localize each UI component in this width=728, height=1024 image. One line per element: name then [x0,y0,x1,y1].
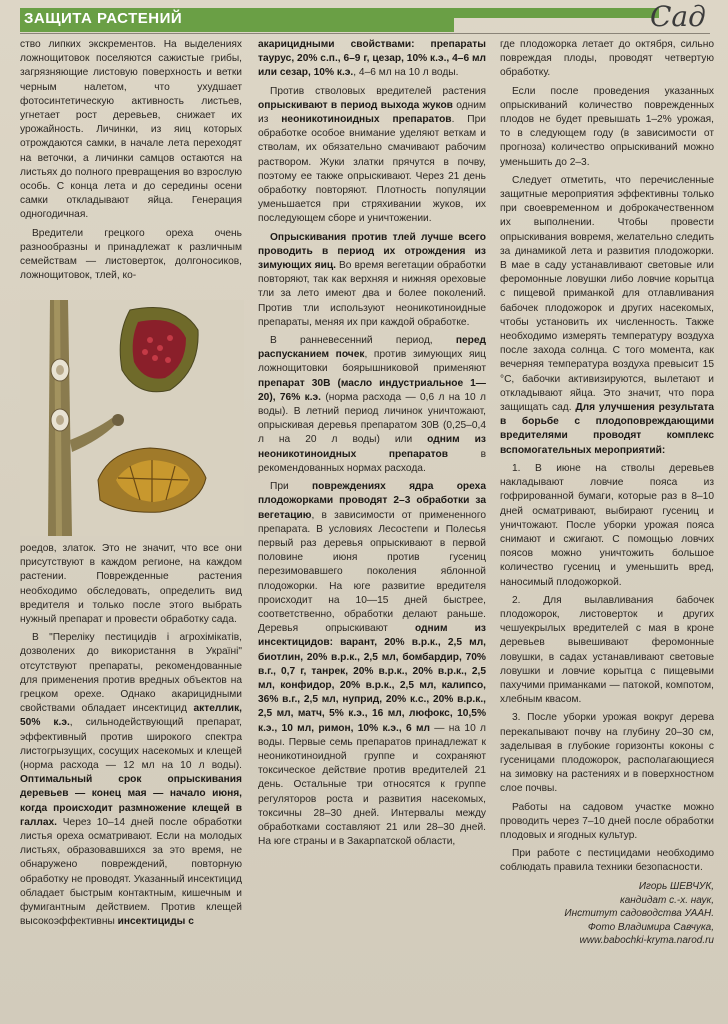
section-title: ЗАЩИТА РАСТЕНИЙ [24,10,183,27]
paragraph: Следует отметить, что перечисленные защитные мероприятия эффективны только при своевременном и доброкачественном их выполнении. Чтобы провести опрыскивания вовремя, желательно следить за динамикой лета и развития плодожорки. В мае в саду устанавливают световые или феромонные ловушки либо ловчие корытца с пищевой приманкой для отлавливания бабочек плодожорок и других насекомых, чтобы установить их численность. Также необходимо измерять температуру воздуха после захода солнца. С того момента, как вечерняя температура воздуха превысит 15 °С, бабочки активизируются, вылетают и откладывают яйца. Это значит, что пора защищать сад. Для улучшения результата в борьбе с плодоповреждающими вредителями проводят комплекс вспомогательных мероприятий: [500,174,714,456]
paragraph: В "Переліку пестицидів і агрохімікатів, дозволених до використання в Україні" отсутствуют препараты, рекомендованные для применения против вредных объектов на грецком орехе. Однако акарицидными свойствами обладает инсектицид актеллик, 50% к.э., сильнодействующий препарат, эффективный против широкого спектра листогрызущих, сосущих насекомых и клещей (норма расхода — 12 мл на 10 л воды). Оптимальный срок опрыскивания деревьев — конец мая — начало июня, когда происходит размножение клещей в галлах. Через 10–14 дней после обработки листья ореха осматривают. Если на молодых листьях, образовавшихся за это время, не обнаружено повреждений, повторную обработку не проводят. Указанный инсектицид обладает быстрым контактным, кишечным и фумигантным действием. Против клещей высокоэффективны инсектициды с [20,632,242,928]
paragraph: акарицидными свойствами: препараты таурус, 20% с.п., 6–9 г, цезар, 10% к.э., 4–6 мл или сезар, 10% к.э., 4–6 мл на 10 л воды. [258,39,486,79]
paragraph: роедов, златок. Это не значит, что все они присутствуют в каждом регионе, на каждом растении. Поврежденные растения необходимо обследовать, определить вид вредителя и только после этого выбрать нужный препарат и провести обработку сада. [20,543,242,626]
author-organization: Институт садоводства УААН. [564,908,714,919]
photo-credit: Фото Владимира Савчука, [587,921,714,933]
paragraph: 3. После уборки урожая вокруг дерева перекапывают почву на глубину 20–30 см, заделывая в глубокие горизонты коконы с гусеницами плодожорок, располагающиеся на зимовку на растениях и в поверхностном слое почвы. [500,712,714,795]
magazine-logo: Сад [650,0,706,33]
paragraph: При работе с пестицидами необходимо соблюдать правила техники безопасности. [500,848,714,874]
paragraph: Против стволовых вредителей растения опрыскивают в период выхода жуков одним из неоникотиноидных препаратов. При обработке особое внимание уделяют веткам и стволам, их обязательно смачивают рабочим раствором. Жуки златки прячутся в почву, поэтому ее также опрыскивают. Через 21 день обработку повторяют. Плотность популяции уменьшается при стряхивании жуков, их последующем сборе и уничтожении. [258,85,486,225]
header-band-right [454,8,659,18]
paragraph: При повреждениях ядра ореха плодожорками проводят 2–3 обработки за вегетацию, в зависимости от примененного препарата. В условиях Лесостепи и Полесья первый раз деревья опрыскивают в первой половине июня против гусениц перезимовавшего поколения яблонной плодожорки. На юге развитие вредителя происходит на 10—15 дней быстрее, соответственно, обработки делают раньше. Деревья опрыскивают одним из инсектицидов: варант, 20% в.р.к., 2,5 мл, биотлин, 20% в.р.к., 2,5 мл, бомбардир, 70% в.г., 0,7 г, танрек, 20% в.р.к., 20% в.р.к., 2,5 мл, конфидор, 20% в.р.к., 2,5 мл, калипсо, 36% в.г., 2,5 мл, нуприд, 20% к.с., 20% в.р.к., 2,5 мл, матч, 5% к.э., 16 мл, люфокс, 10,5% к.э., 10 мл, римон, 10% к.э., 6 мл — на 10 л воды. Первые семь препаратов принадлежат к неоникотиноидной группе и сохраняют токсическое действие против вредителей 21 день. Остальные три относятся к группе регуляторов роста и развития насекомых, токсичны 28–30 дней. Интервалы между обработками составляют 21 или 28–30 дней. На юге страны и в Закарпатской области, [258,481,487,848]
paragraph: Если после проведения указанных опрыскиваний количество поврежденных плодов не будет превышать 1–2% урожая, то в следующем году (в зависимости от прогноза) количество опрыскиваний можно уменьшить до 2–3. [500,85,714,168]
paragraph: где плодожорка летает до октября, сильно повреждая плоды, проводят четвертую обработку. [500,39,714,79]
paragraph: Вредители грецкого ореха очень разнообразны и принадлежат к различным семействам — листоверток, долгоносиков, ложнощитовок, тлей, ко- [20,227,242,282]
author-name: Игорь ШЕВЧУК, [638,881,714,892]
walnut-pest-illustration [20,300,244,536]
column-1-bottom [20,542,242,933]
source-url: www.babochki-kryma.narod.ru [579,935,714,946]
author-credit [500,880,714,948]
column-2 [258,38,486,853]
paragraph: Работы на садовом участке можно проводить через 7–10 дней после обработки плодовых и ягодных культур. [500,801,714,841]
column-1-top [20,38,242,287]
paragraph: В ранневесенний период, перед распусканием почек, против зимующих яиц ложнощитовки боярышниковой применяют препарат 30В (масло индустриальное 1—20), 76% к.э. (норма расхода — 0,6 л на 10 л воды). В летний период личинок уничтожают, опрыскивая деревья препаратом 30В (0,25–0,4 л на 20 л воды) или одним из неоникотиноидных препаратов в рекомендованных нормах расхода. [258,335,486,474]
paragraph: 2. Для вылавливания бабочек плодожорок, листоверток и других чешуекрылых вредителей с мая в кроне деревьев вывешивают феромонные ловушки, в садах устанавливают световые ловушки и ловчие корытца с пищевыми пахучими приманками — патокой, компотом, хлебным квасом. [500,594,714,706]
paragraph: ство липких экскрементов. На выделениях ложнощитовок поселяются сажистые грибы, загрязняющие листовую поверхность и ветки черным налетом, что ухудшает фотосинтетическую активность листьев, угнетает рост деревьев, снижает их урожайность. Личинки, из яиц которых отрождаются самки, в начале лета переходят на веточки, а личинки самцов остаются на листьях до полного превращения во взрослую особь. С конца лета и до середины осени самки откладывают яйца. Генерация одногодичная. [20,39,242,221]
paragraph: Опрыскивания против тлей лучше всего проводить в период их отрождения из зимующих яиц. Во время вегетации обработки повторяют, так как верхняя и нижняя ореховые тли за лето имеют два и более поколений. Против тли используют неоникотиноидные препараты, меняя их при каждой обработке. [258,231,487,328]
header-rule [20,33,710,34]
author-degree: кандидат с.-х. наук, [620,894,714,906]
paragraph: 1. В июне на стволы деревьев накладывают ловчие пояса из гофрированной бумаги, которые раз в 8–10 дней осматривают, выбирают гусениц и уничтожают. После уборки урожая пояса снимают и сжигают. С помощью ловчих поясов можно уничтожить большое количество гусениц и уменьшить вред, наносимый плодожоркой. [500,462,714,588]
column-3 [500,38,714,880]
